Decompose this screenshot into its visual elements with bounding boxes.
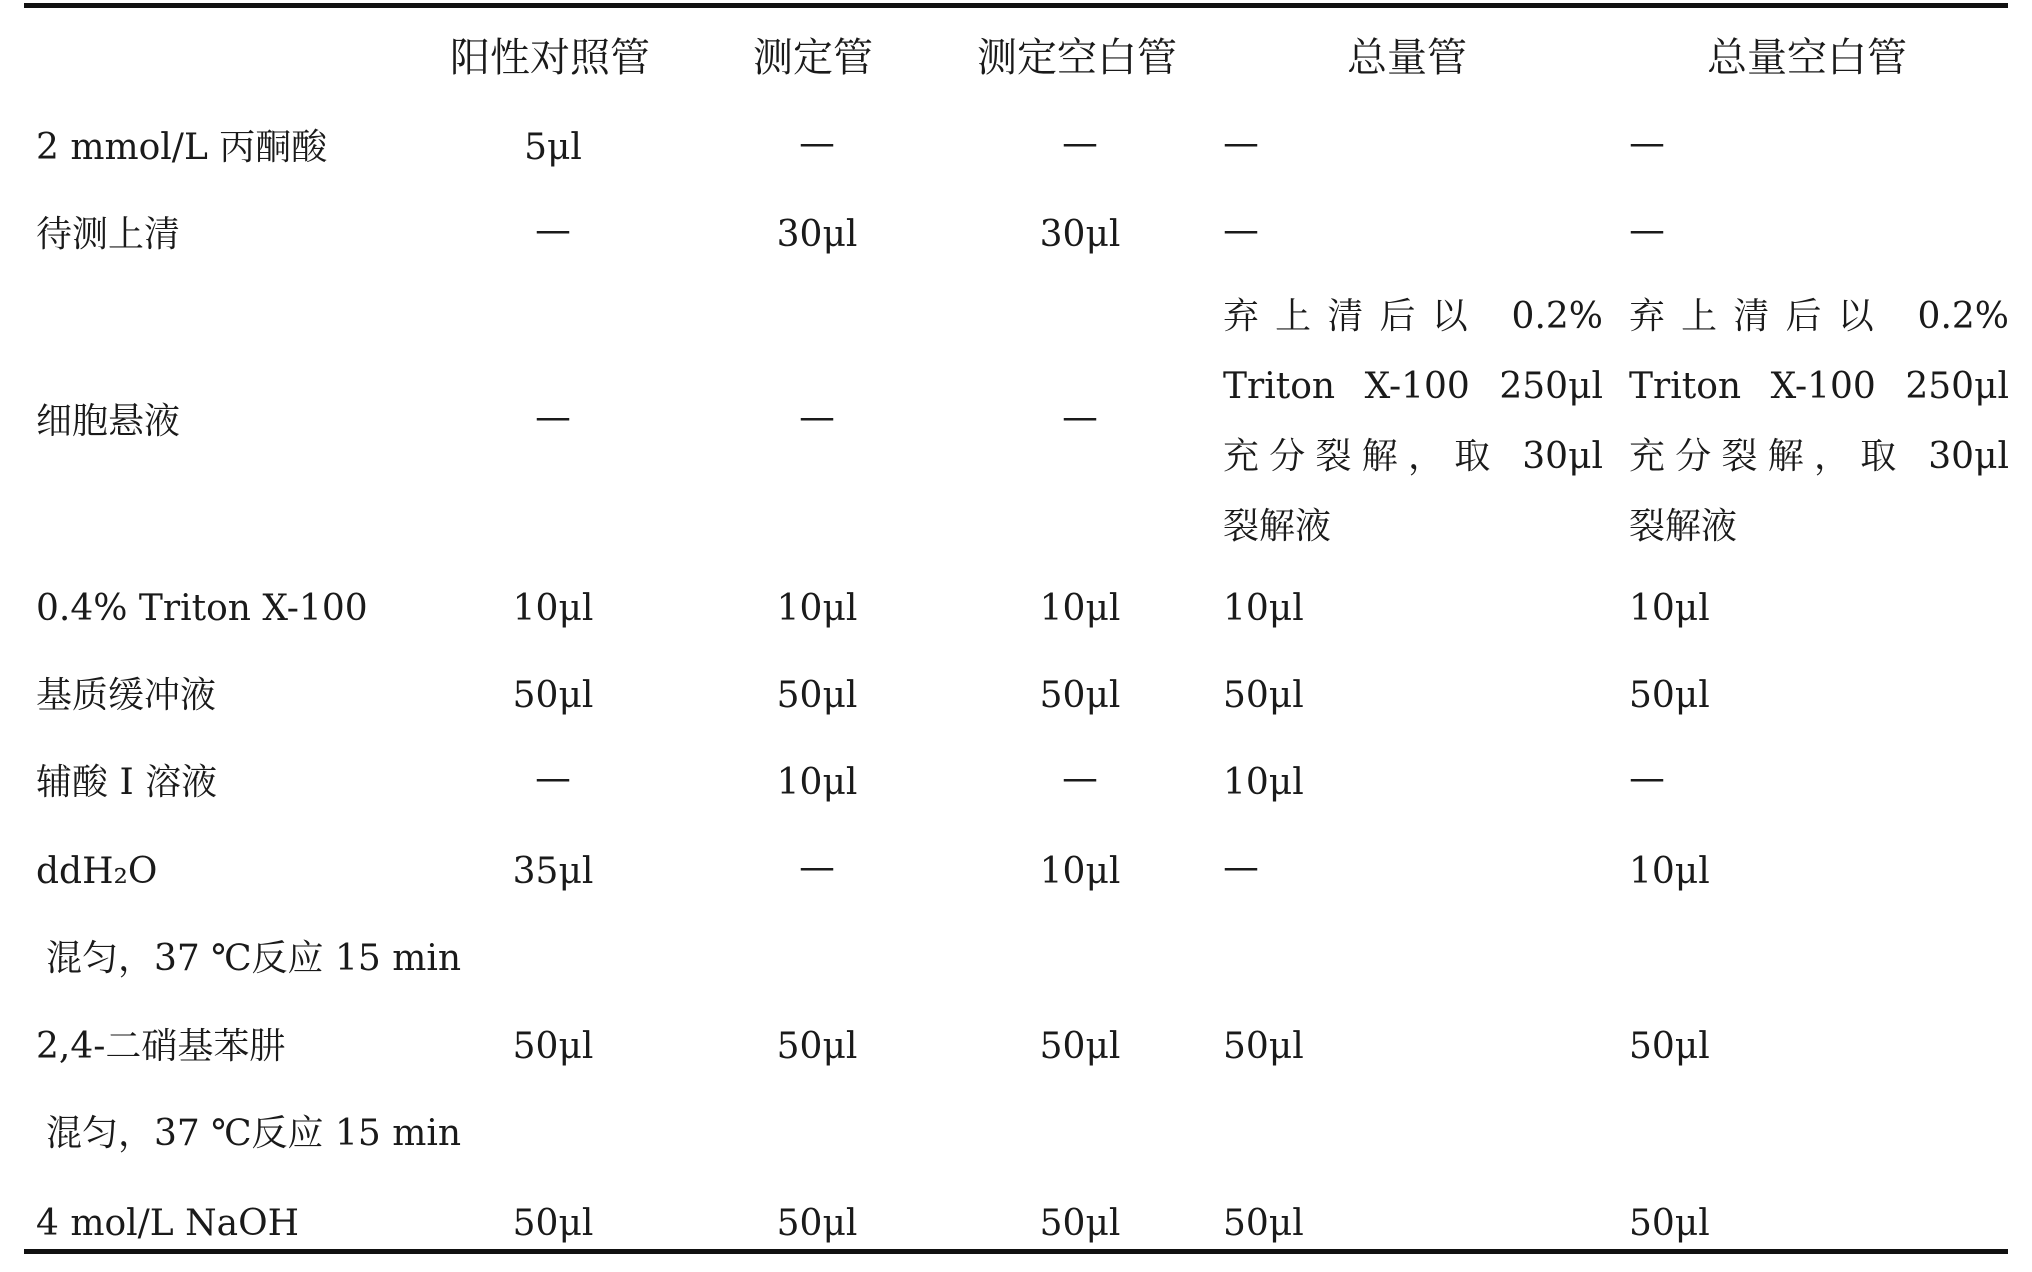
note-line: 裂解液	[1223, 506, 1332, 547]
table-cell: 10μl	[776, 588, 858, 629]
table-cell: —	[1223, 847, 1259, 888]
table-cell: —	[1062, 397, 1098, 438]
table-cell: —	[535, 397, 571, 438]
row-label: 辅酸 I 溶液	[36, 762, 218, 803]
table-cell: 50μl	[776, 1203, 858, 1244]
row-label: 2 mmol/L 丙酮酸	[36, 127, 328, 168]
table-cell: 10μl	[1223, 762, 1304, 803]
table-cell: 10μl	[1629, 851, 1710, 892]
table-cell: —	[1629, 210, 1665, 251]
table-cell: 50μl	[1223, 675, 1304, 716]
column-header-test-blank: 测定空白管	[977, 35, 1177, 81]
table-cell: —	[799, 847, 835, 888]
table-cell: —	[799, 123, 835, 164]
column-header-test-tube: 测定管	[753, 35, 873, 81]
table-cell: —	[1629, 758, 1665, 799]
note-line: Triton X-100 250μl	[1629, 366, 2009, 407]
note-line: 弃上清后以 0.2%	[1629, 296, 2009, 337]
column-header-total-blank: 总量空白管	[1707, 35, 1907, 81]
table-cell: —	[1223, 210, 1259, 251]
table-cell: 10μl	[1039, 851, 1121, 892]
table-cell: 30μl	[776, 214, 858, 255]
table-cell: 35μl	[512, 851, 594, 892]
table-cell: 10μl	[776, 762, 858, 803]
table-cell: —	[799, 397, 835, 438]
table-cell: 50μl	[1039, 675, 1121, 716]
note-line: 弃上清后以 0.2%	[1223, 296, 1603, 337]
table-cell: 50μl	[776, 1026, 858, 1067]
table-cell: —	[1062, 758, 1098, 799]
table-cell: 50μl	[1223, 1203, 1304, 1244]
table-cell: 10μl	[1629, 588, 1710, 629]
table-cell: 50μl	[1629, 1026, 1710, 1067]
column-header-total-tube: 总量管	[1347, 35, 1467, 81]
table-bottom-rule	[24, 1249, 2008, 1254]
row-label: 2,4-二硝基苯肼	[36, 1026, 286, 1067]
table-cell: 50μl	[1223, 1026, 1304, 1067]
row-label: 细胞悬液	[36, 401, 181, 442]
table-cell: 50μl	[1039, 1203, 1121, 1244]
table-cell: 50μl	[512, 1203, 594, 1244]
incubation-step-note: 混匀，37 ℃反应 15 min	[46, 938, 462, 979]
note-line: Triton X-100 250μl	[1223, 366, 1603, 407]
table-cell: 10μl	[1223, 588, 1304, 629]
table-cell: 5μl	[524, 127, 582, 168]
table-cell: —	[1062, 123, 1098, 164]
table-cell: 50μl	[1039, 1026, 1121, 1067]
table-cell: 50μl	[1629, 1203, 1710, 1244]
total-blank-lysis-note	[1629, 282, 2009, 562]
table-cell: 30μl	[1039, 214, 1121, 255]
table-cell: —	[1629, 123, 1665, 164]
table-cell: 50μl	[512, 1026, 594, 1067]
note-line: 充分裂解，取 30μl	[1223, 436, 1603, 477]
table-cell: 50μl	[776, 675, 858, 716]
table-cell: 50μl	[512, 675, 594, 716]
table-top-rule	[24, 3, 2008, 8]
row-label: 4 mol/L NaOH	[36, 1203, 300, 1244]
note-line: 充分裂解，取 30μl	[1629, 436, 2009, 477]
table-cell: —	[1223, 123, 1259, 164]
table-cell: 10μl	[512, 588, 594, 629]
row-label: 待测上清	[36, 214, 181, 255]
total-tube-lysis-note	[1223, 282, 1603, 562]
table-cell: 50μl	[1629, 675, 1710, 716]
table-cell: —	[535, 758, 571, 799]
note-line: 裂解液	[1629, 506, 1738, 547]
table-cell: 10μl	[1039, 588, 1121, 629]
incubation-step-note: 混匀，37 ℃反应 15 min	[46, 1113, 462, 1154]
row-label: 0.4% Triton X-100	[36, 588, 368, 629]
table-cell: —	[535, 210, 571, 251]
row-label: ddH₂O	[36, 851, 158, 892]
row-label: 基质缓冲液	[36, 675, 217, 716]
column-header-positive-control: 阳性对照管	[450, 35, 650, 81]
